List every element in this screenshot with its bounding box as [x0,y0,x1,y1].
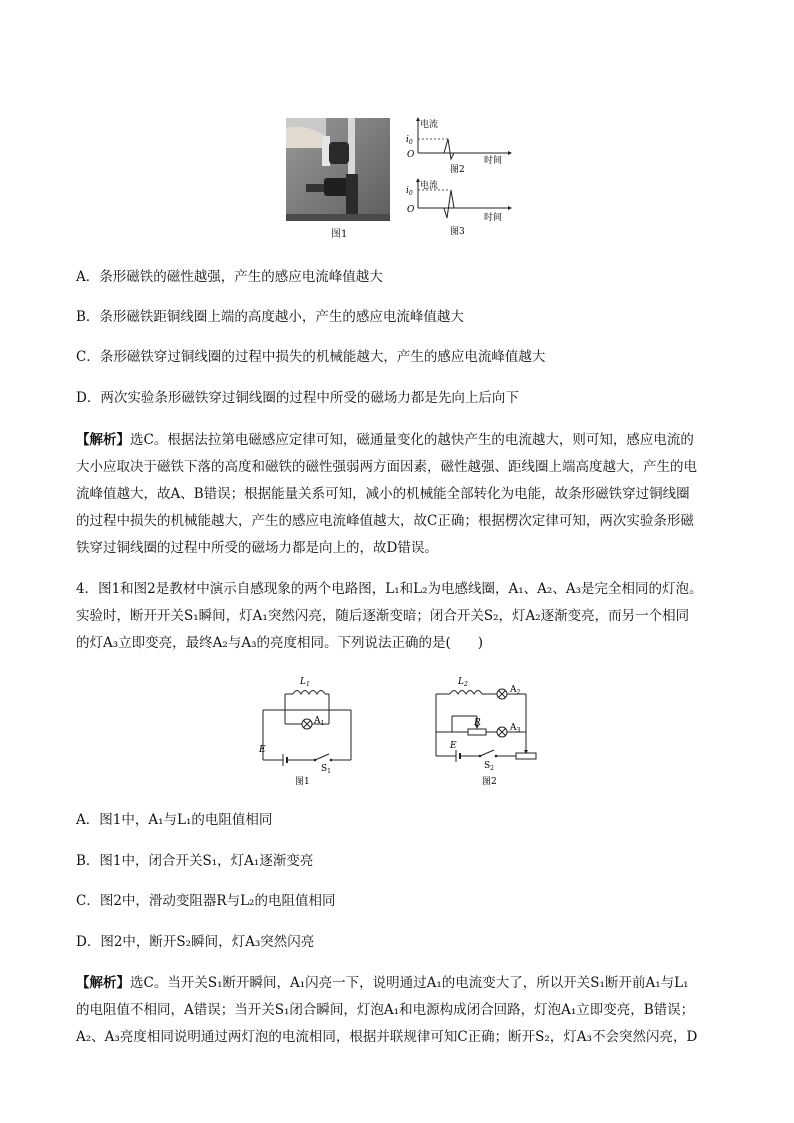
lamp-a3-icon [497,727,507,737]
q4-analysis-line-2: 的电阻值不相同，A错误；当开关S₁闭合瞬间，灯泡A₁和电源构成闭合回路，灯泡A₁立即变亮，B错误； [76,1002,695,1018]
q3-analysis-line-4: 的过程中损失的机械能越大，产生的感应电流峰值越大，故C正确；根据楞次定律可知，两次实验条形磁 [76,513,694,529]
i0-sub: 0 [408,139,413,146]
q3-analysis-line-5: 铁穿过铜线圈的过程中所受的磁场力都是向上的，故D错误。 [76,540,438,556]
q3-analysis-line-3: 流峰值越大，故A、B错误；根据能量关系可知，减小的机械能全部转化为电能，故条形磁铁穿过铜线圈 [76,486,690,502]
x-axis-label: 时间 [484,213,503,223]
svg-text:A2: $A_2$ [510,685,521,696]
q4-option-b: B．图1中，闭合开关S₁，灯A₁逐渐变亮 [76,853,314,869]
svg-text:L2: $L_2$ [458,677,468,688]
i0-sub: 0 [408,190,413,197]
circuit1-caption: 图1 [295,777,310,787]
q3-option-c: C．条形磁铁穿过铜线圈的过程中损失的机械能越大，产生的感应电流峰值越大 [76,349,546,365]
analysis-tag: 【解析】 [76,975,130,991]
svg-text:L1: $L_1$ [300,677,310,688]
lamp-a2-icon [497,689,507,699]
graph2-caption: 图2 [450,165,465,175]
svg-text:i0 [406,135,413,146]
photo-caption: 图1 [331,229,348,240]
analysis-tag: 【解析】 [76,432,130,448]
circuit-diagram-1 [255,672,365,794]
q4-analysis-line-3: A₂、A₃亮度相同说明通过两灯泡的电流相同，根据并联规律可知C正确；断开S₂，灯A₃不会突然闪亮，D [76,1029,698,1045]
current-graph-2 [404,115,514,179]
q4-stem-line-3: 的灯A₃立即变亮，最终A₂与A₃的亮度相同。下列说法正确的是( ) [76,635,484,651]
graph3-caption: 图3 [450,227,465,237]
battery-icon [456,750,460,762]
q4-option-c: C．图2中，滑动变阻器R与L₂的电阻值相同 [76,893,336,909]
q4-option-d: D．图2中，断开S₂瞬间，灯A₃突然闪亮 [76,934,315,950]
svg-text:i0 [406,186,413,197]
emf-label: E [259,745,266,755]
q3-analysis-line-2: 大小应取决于磁铁下落的高度和磁铁的磁性强弱两方面因素，磁性越强、距线圈上端高度越大，产生的电 [76,459,697,475]
switch-icon [314,754,333,761]
q4-option-a: A．图1中，A₁与L₁的电阻值相同 [76,812,273,828]
q4-stem-line-1: 4．图1和图2是教材中演示自感现象的两个电路图，L₁和L₂为电感线圈，A₁、A₂、A₃是完全相同的灯泡。 [76,581,703,597]
inductor-label: L [300,677,306,687]
y-axis-label: 电流 [420,181,439,191]
current-graph-3 [404,178,514,242]
svg-text:S2: $S_2$ [484,761,494,772]
inductor-label: L [458,677,464,687]
circuit-diagram-2 [430,672,550,794]
svg-text:S1: $S_1$ [321,764,331,775]
q4-analysis-line-1: 【解析】选C。当开关S₁断开瞬间，A₁闪亮一下，说明通过A₁的电流变大了，所以开关S₁断开前A₁与L₁ [76,975,689,991]
resistor-icon [468,729,486,735]
experiment-photo [286,118,390,221]
switch-label: S [321,764,328,774]
switch-label: S [484,761,491,771]
inductor-icon [450,691,482,695]
lamp-a2-label: A [510,685,517,695]
inductor-icon [293,691,325,695]
emf-label: E [450,741,457,751]
origin-label: O [407,150,415,160]
battery-icon [283,754,287,766]
i0-label: i [406,135,409,145]
q4-stem-line-2: 实验时，断开开关S₁瞬间，灯A₁突然闪亮，随后逐渐变暗；闭合开关S₂，灯A₂逐渐变亮，而另一个相同 [76,608,690,624]
i0-label: i [406,186,409,196]
figure-photo [286,118,390,221]
q3-option-a: A．条形磁铁的磁性越强，产生的感应电流峰值越大 [76,269,383,285]
switch-icon [479,750,498,757]
resistor-label: R [474,718,481,728]
circuit2-caption: 图2 [482,777,497,787]
y-axis-label: 电流 [420,120,439,130]
lamp-label: A [314,716,321,726]
origin-label: O [407,205,415,215]
q3-option-b: B．条形磁铁距铜线圈上端的高度越小，产生的感应电流峰值越大 [76,309,464,325]
svg-text:A3: $A_3$ [510,723,521,734]
lamp-icon [302,719,312,729]
x-axis-label: 时间 [484,156,503,166]
lamp-a3-label: A [510,723,517,733]
svg-text:A1: $A_1$ [314,716,325,727]
q3-analysis-line-1: 【解析】选C。根据法拉第电磁感应定律可知，磁通量变化的越快产生的电流越大，则可知，感应电流的 [76,432,694,448]
q3-option-d: D．两次实验条形磁铁穿过铜线圈的过程中所受的磁场力都是先向上后向下 [76,390,519,406]
